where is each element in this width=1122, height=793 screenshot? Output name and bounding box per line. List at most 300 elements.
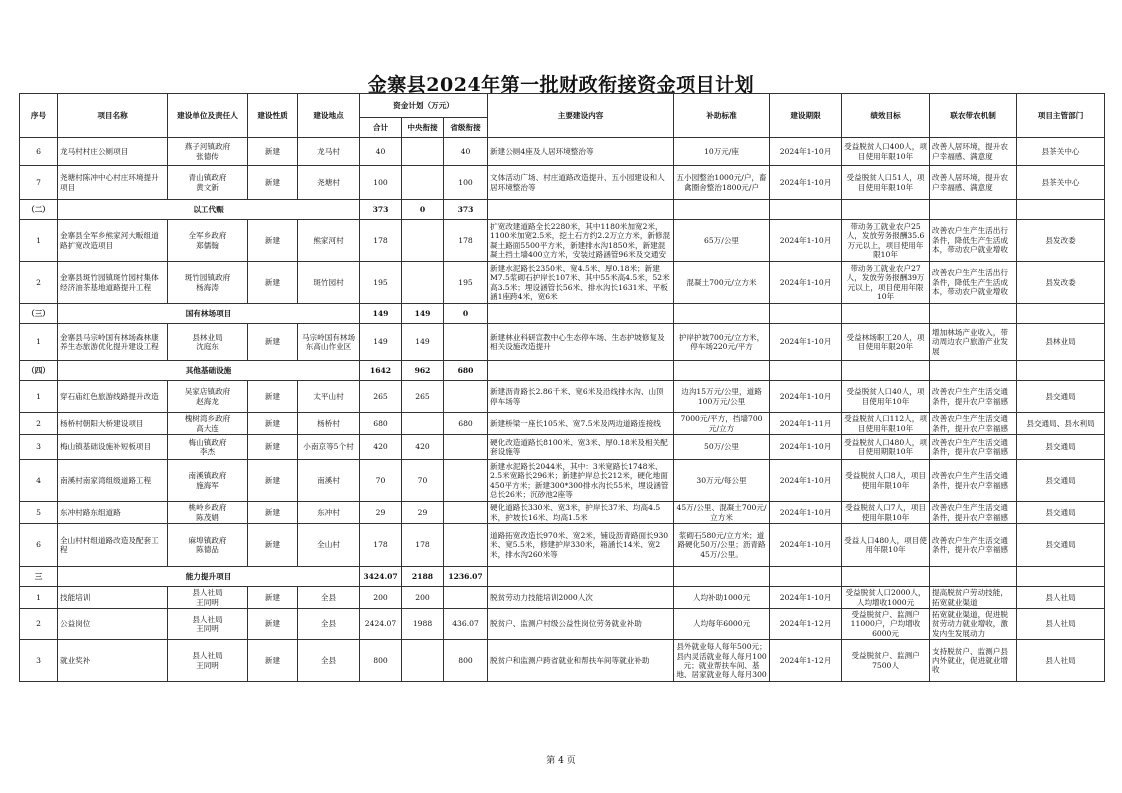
cell-location-text: 马宗岭国有林场东高山作业区 — [301, 332, 356, 351]
cell-nature-text: 新建 — [264, 177, 281, 187]
cell-period-text: 2024年1-10月 — [779, 146, 832, 156]
cell-subsidy-text: 7000元/平方，挡墙700元/立方 — [680, 414, 763, 433]
cell-location-text: 太平山村 — [313, 391, 344, 401]
cell-content-text: 文体活动广场、村庄道路改造提升、五小园建设和人居环境整治等 — [490, 173, 665, 192]
cell-seq-text: 2 — [36, 277, 41, 287]
cell-mechanism — [930, 262, 1017, 304]
cell-dept-text: 县交通局 — [1045, 540, 1076, 550]
cell-seq — [20, 640, 58, 682]
cell-dept — [1017, 524, 1105, 567]
cell-unit — [168, 609, 248, 640]
cell-unit-text: 燕子河镇政府 张德传 — [184, 142, 231, 161]
cell-name — [58, 324, 168, 361]
cell-dept — [1017, 502, 1105, 524]
cell-total-text: 680 — [373, 418, 388, 428]
cell-nature — [248, 381, 298, 413]
cell-total-text: 195 — [373, 277, 388, 287]
cell-location — [298, 609, 360, 640]
cell-total — [360, 524, 402, 567]
cell-location-text: 小南京等5个村 — [303, 442, 354, 452]
cell-name — [58, 609, 168, 640]
section-name — [58, 200, 360, 220]
cell-dept — [1017, 220, 1105, 262]
cell-location-text: 全县 — [320, 592, 337, 602]
cell-dept-text: 县人社局 — [1045, 656, 1076, 666]
section-central-text: 0 — [419, 204, 426, 214]
cell-mechanism — [930, 324, 1017, 361]
section-empty-cell — [842, 361, 930, 381]
cell-seq-text: 2 — [36, 418, 41, 428]
cell-content-text: 新建公厕4座及人居环境整治等 — [490, 146, 594, 156]
section-name-text: 其他基础设施 — [185, 365, 232, 375]
table-row — [20, 587, 1105, 609]
cell-content-text: 新建林业科研宣教中心生态停车场、生态护坡修复及相关设施改造提升 — [490, 332, 665, 351]
section-provincial-text: 680 — [457, 365, 474, 375]
header-unit: 建设单位及责任人 — [168, 94, 248, 138]
section-provincial — [444, 567, 488, 587]
cell-nature — [248, 460, 298, 502]
cell-central — [402, 220, 444, 262]
cell-period-text: 2024年1-12月 — [779, 619, 832, 629]
section-empty-cell — [930, 361, 1017, 381]
cell-nature-text: 新建 — [264, 337, 281, 347]
section-provincial — [444, 361, 488, 381]
cell-seq — [20, 138, 58, 166]
section-seq-text: （四） — [27, 365, 50, 375]
cell-nature-text: 新建 — [264, 656, 281, 666]
cell-central — [402, 324, 444, 361]
section-seq — [20, 304, 58, 324]
section-total-text: 3424.07 — [363, 571, 398, 581]
cell-mechanism-text: 改善农户生产生活出行条件，降低生产生活成本，带动农户就业增收 — [932, 226, 1008, 255]
cell-goal-text: 受益脱贫户、监测户7500人 — [851, 651, 920, 670]
cell-unit-text: 梅山镇政府 李杰 — [188, 437, 227, 456]
table-row — [20, 381, 1105, 413]
cell-total — [360, 262, 402, 304]
header-mechanism: 联农带农机制 — [930, 94, 1017, 138]
cell-nature — [248, 138, 298, 166]
cell-subsidy-text: 50万/公里 — [704, 442, 740, 452]
cell-location-text: 龙马村 — [317, 146, 340, 156]
cell-location — [298, 166, 360, 200]
section-empty-cell — [842, 200, 930, 220]
table-row — [20, 640, 1105, 682]
cell-goal — [842, 381, 930, 413]
cell-central-text: 420 — [415, 442, 430, 452]
section-central — [402, 200, 444, 220]
cell-location — [298, 587, 360, 609]
cell-subsidy — [674, 166, 770, 200]
cell-dept — [1017, 262, 1105, 304]
cell-location — [298, 381, 360, 413]
cell-provincial-text: 195 — [458, 277, 473, 287]
section-empty-cell — [674, 361, 770, 381]
cell-location-text: 全县 — [320, 656, 337, 666]
section-total — [360, 361, 402, 381]
cell-total — [360, 324, 402, 361]
cell-dept-text: 县发改委 — [1045, 235, 1076, 245]
section-empty-cell — [930, 304, 1017, 324]
cell-dept-text: 县交通局、县水利局 — [1026, 418, 1095, 428]
cell-name-text: 梅山镇基础设施补短板项目 — [60, 442, 152, 452]
cell-dept — [1017, 166, 1105, 200]
cell-nature-text: 新建 — [264, 619, 281, 629]
cell-total-text: 149 — [373, 337, 388, 347]
section-empty-cell — [770, 200, 842, 220]
cell-goal — [842, 640, 930, 682]
section-provincial-text: 373 — [457, 204, 474, 214]
cell-content — [488, 502, 674, 524]
section-central — [402, 567, 444, 587]
cell-period-text: 2024年1-10月 — [779, 442, 832, 452]
cell-unit-text: 槐树湾乡政府 高大连 — [184, 414, 231, 433]
cell-name — [58, 435, 168, 460]
cell-subsidy — [674, 435, 770, 460]
section-empty-cell — [770, 567, 842, 587]
cell-name-text: 技能培训 — [60, 592, 91, 602]
table-row — [20, 460, 1105, 502]
cell-content-text: 新建沥青路长2.86千米、宽6米及沿线排水沟、山顶停车场等 — [490, 387, 664, 406]
cell-nature-text: 新建 — [264, 475, 281, 485]
cell-nature-text: 新建 — [264, 540, 281, 550]
cell-dept — [1017, 587, 1105, 609]
table-row — [20, 413, 1105, 435]
cell-nature — [248, 413, 298, 435]
section-central — [402, 304, 444, 324]
cell-central-text: 1988 — [412, 619, 433, 629]
cell-provincial — [444, 324, 488, 361]
cell-unit — [168, 460, 248, 502]
cell-dept — [1017, 413, 1105, 435]
cell-content — [488, 413, 674, 435]
cell-unit — [168, 381, 248, 413]
cell-subsidy-text: 65万/公里 — [704, 235, 740, 245]
cell-content — [488, 460, 674, 502]
cell-subsidy-text: 护岸护坡700元/立方米，停车场220元/平方 — [678, 332, 765, 351]
cell-period — [770, 262, 842, 304]
cell-total — [360, 220, 402, 262]
section-total — [360, 567, 402, 587]
cell-total-text: 100 — [373, 177, 388, 187]
cell-provincial-text: 40 — [460, 146, 471, 156]
section-empty-cell — [674, 304, 770, 324]
cell-mechanism — [930, 138, 1017, 166]
cell-goal — [842, 138, 930, 166]
cell-unit-text: 县人社局 王同明 — [192, 588, 223, 607]
cell-mechanism-text: 拓宽就业渠道，促进脱贫劳动力就业增收，激发内生发展动力 — [932, 610, 1008, 638]
section-empty-cell — [1017, 200, 1105, 220]
section-seq-text: 三 — [34, 571, 43, 581]
cell-goal — [842, 262, 930, 304]
section-provincial-text: 0 — [462, 308, 469, 318]
cell-unit — [168, 166, 248, 200]
section-empty-cell — [842, 567, 930, 587]
cell-content-text: 扩宽改建道路全长2280米，其中1180米加宽2米，1100米加宽2.5米，挖土石方约2.2万立方米，新修混凝土路面5500平方米，新建排水沟1850米，新建混凝土挡土墙400立方米，安装过路涵管96米及交通安 — [490, 222, 671, 259]
cell-unit — [168, 435, 248, 460]
cell-name — [58, 640, 168, 682]
cell-seq-text: 5 — [36, 507, 41, 517]
cell-provincial — [444, 524, 488, 567]
cell-period — [770, 435, 842, 460]
cell-subsidy — [674, 262, 770, 304]
cell-subsidy — [674, 460, 770, 502]
cell-content-text: 道路拓宽改造长970米、宽2米，铺设沥青路面长930米、宽5.5米，修建护岸330米，箱涵长14米、宽2米，排水沟260米等 — [490, 530, 669, 559]
cell-goal-text: 带动务工就业农户27人，发放劳务报酬39万元以上，项目使用年限10年 — [846, 264, 925, 301]
document-title: 金寨县2024年第一批财政衔接资金项目计划 — [367, 74, 755, 96]
section-total — [360, 200, 402, 220]
section-empty-cell — [488, 361, 674, 381]
cell-location — [298, 435, 360, 460]
cell-unit-text: 斑竹园镇政府 杨海涛 — [184, 273, 231, 292]
cell-period-text: 2024年1-10月 — [779, 177, 832, 187]
cell-name-text: 杨桥村朝阳大桥建设项目 — [60, 418, 144, 428]
cell-location-text: 全山村 — [317, 540, 340, 550]
cell-location — [298, 324, 360, 361]
cell-seq — [20, 502, 58, 524]
cell-content — [488, 166, 674, 200]
cell-period — [770, 609, 842, 640]
cell-nature-text: 新建 — [264, 507, 281, 517]
cell-mechanism-text: 改善农户生产生活交通条件，提升农户幸福感 — [932, 535, 1008, 554]
header-funds-group: 资金计划（万元） — [360, 94, 488, 118]
cell-subsidy — [674, 381, 770, 413]
header-location: 建设地点 — [298, 94, 360, 138]
cell-seq-text: 1 — [36, 337, 41, 347]
cell-content — [488, 138, 674, 166]
cell-goal — [842, 587, 930, 609]
section-empty-cell — [674, 567, 770, 587]
cell-location-text: 熊家河村 — [313, 235, 344, 245]
cell-total — [360, 587, 402, 609]
cell-mechanism-text: 支持脱贫户、监测户县内外就业，促进就业增收 — [932, 646, 1008, 675]
section-seq — [20, 200, 58, 220]
table-row — [20, 138, 1105, 166]
section-seq — [20, 567, 58, 587]
cell-nature — [248, 609, 298, 640]
cell-content — [488, 587, 674, 609]
cell-central-text: 178 — [415, 540, 430, 550]
section-empty-cell — [1017, 567, 1105, 587]
cell-period — [770, 220, 842, 262]
cell-dept-text: 县茶关中心 — [1041, 146, 1080, 156]
cell-provincial — [444, 460, 488, 502]
cell-provincial — [444, 220, 488, 262]
cell-period-text: 2024年1-10月 — [779, 507, 832, 517]
cell-total-text: 265 — [373, 391, 388, 401]
cell-name-text: 东冲村路东组道路 — [60, 507, 121, 517]
cell-goal-text: 受益人口480人，项目使用年限10年 — [844, 535, 927, 554]
cell-total — [360, 460, 402, 502]
section-seq-text: （二） — [27, 204, 50, 214]
cell-central-text: 265 — [415, 391, 430, 401]
cell-location-text: 斑竹园村 — [313, 277, 344, 287]
cell-period — [770, 138, 842, 166]
cell-central-text: 29 — [417, 507, 428, 517]
cell-central — [402, 166, 444, 200]
cell-period — [770, 381, 842, 413]
cell-subsidy-text: 边沟15万元/公里，道路100万元/公里 — [681, 387, 762, 406]
cell-subsidy-text: 人均补助1000元 — [692, 592, 751, 602]
cell-central — [402, 587, 444, 609]
header-goal: 绩效目标 — [842, 94, 930, 138]
cell-location-text: 全县 — [320, 619, 337, 629]
cell-total — [360, 381, 402, 413]
cell-provincial — [444, 435, 488, 460]
cell-seq-text: 6 — [36, 146, 41, 156]
cell-central-text: 200 — [415, 592, 430, 602]
cell-content — [488, 524, 674, 567]
cell-name-text: 尧塘村陈冲中心村庄环境提升项目 — [60, 173, 159, 192]
page-number: 第 4 页 — [546, 756, 576, 766]
section-total-text: 1642 — [369, 365, 392, 375]
cell-location — [298, 524, 360, 567]
cell-mechanism-text: 改善农户生产生活交通条件，提升农户幸福感 — [932, 437, 1008, 456]
cell-provincial — [444, 381, 488, 413]
cell-seq-text: 6 — [36, 540, 41, 550]
project-plan-table — [19, 93, 1105, 682]
cell-provincial — [444, 262, 488, 304]
cell-goal — [842, 502, 930, 524]
cell-central — [402, 502, 444, 524]
cell-name-text: 公益岗位 — [60, 619, 91, 629]
cell-dept-text: 县人社局 — [1045, 619, 1076, 629]
section-name — [58, 304, 360, 324]
cell-goal-text: 受益脱贫户、监测户11000户，户均增收6000元 — [850, 610, 921, 638]
cell-total — [360, 138, 402, 166]
cell-provincial — [444, 502, 488, 524]
cell-seq — [20, 166, 58, 200]
cell-goal — [842, 413, 930, 435]
cell-provincial-text: 680 — [458, 418, 473, 428]
cell-content — [488, 435, 674, 460]
cell-nature — [248, 502, 298, 524]
cell-nature-text: 新建 — [264, 592, 281, 602]
cell-nature — [248, 262, 298, 304]
cell-total-text: 800 — [373, 656, 388, 666]
cell-total — [360, 502, 402, 524]
cell-central — [402, 138, 444, 166]
cell-seq — [20, 413, 58, 435]
cell-central — [402, 435, 444, 460]
table-row — [20, 502, 1105, 524]
cell-mechanism-text: 增加林场产业收入，带动周边农户旅游产业发展 — [932, 327, 1008, 356]
cell-dept-text: 县交通局 — [1045, 507, 1076, 517]
section-name-text: 能力提升项目 — [185, 571, 232, 581]
cell-goal-text: 受益林场职工20人，项目使用年限20年 — [846, 332, 925, 351]
cell-seq — [20, 609, 58, 640]
cell-goal-text: 受益脱贫人口2000人，人均增收1000元 — [845, 588, 926, 607]
table-row — [20, 262, 1105, 304]
cell-goal-text: 受益脱贫人口40人，项目使用年10年 — [846, 387, 925, 406]
cell-period — [770, 587, 842, 609]
cell-unit-text: 吴家店镇政府 赵海龙 — [184, 387, 231, 406]
cell-goal-text: 受益脱贫人口400人，项目使用年限10年 — [844, 142, 927, 161]
cell-dept — [1017, 640, 1105, 682]
cell-name-text: 全山村村组道路改造及配套工程 — [60, 535, 159, 554]
header-period: 建设期限 — [770, 94, 842, 138]
cell-name — [58, 381, 168, 413]
cell-subsidy — [674, 587, 770, 609]
cell-location — [298, 138, 360, 166]
cell-location — [298, 220, 360, 262]
section-empty-cell — [674, 200, 770, 220]
cell-total-text: 178 — [373, 235, 388, 245]
cell-location-text: 杨桥村 — [317, 418, 340, 428]
cell-content — [488, 609, 674, 640]
cell-dept — [1017, 324, 1105, 361]
cell-unit — [168, 502, 248, 524]
cell-goal-text: 带动务工就业农户25人，发放劳务报酬35.6万元以上，项目使用年限10年 — [846, 222, 925, 259]
section-total-text: 373 — [372, 204, 389, 214]
section-empty-cell — [488, 200, 674, 220]
cell-subsidy-text: 浆砌石580元/立方米；道路硬化50万/公里；沥青路45万/公里。 — [677, 530, 766, 559]
cell-seq — [20, 262, 58, 304]
cell-total-text: 200 — [373, 592, 388, 602]
cell-dept-text: 县人社局 — [1045, 592, 1076, 602]
cell-name — [58, 524, 168, 567]
section-central-text: 2188 — [411, 571, 434, 581]
cell-dept — [1017, 609, 1105, 640]
cell-name — [58, 460, 168, 502]
cell-name — [58, 413, 168, 435]
cell-unit — [168, 524, 248, 567]
cell-total-text: 70 — [375, 475, 386, 485]
cell-mechanism — [930, 524, 1017, 567]
cell-seq — [20, 524, 58, 567]
cell-name — [58, 262, 168, 304]
cell-name-text: 金寨县马宗岭国有林场森林康养生态旅游优化提升建设工程 — [60, 332, 159, 351]
cell-period-text: 2024年1-10月 — [779, 475, 832, 485]
cell-seq-text: 3 — [36, 656, 41, 666]
cell-nature — [248, 640, 298, 682]
section-central-text: 962 — [414, 365, 431, 375]
cell-total — [360, 609, 402, 640]
header-total: 合计 — [360, 118, 402, 138]
cell-seq-text: 1 — [36, 235, 41, 245]
section-total — [360, 304, 402, 324]
cell-period — [770, 166, 842, 200]
cell-central-text: 149 — [415, 337, 430, 347]
cell-total-text: 2424.07 — [364, 619, 397, 629]
cell-goal — [842, 324, 930, 361]
cell-central — [402, 413, 444, 435]
header-nature: 建设性质 — [248, 94, 298, 138]
cell-period — [770, 460, 842, 502]
cell-seq — [20, 324, 58, 361]
cell-provincial — [444, 609, 488, 640]
cell-location-text: 东冲村 — [317, 507, 340, 517]
cell-subsidy — [674, 220, 770, 262]
section-central-text: 149 — [414, 308, 431, 318]
cell-period-text: 2024年1-10月 — [779, 391, 832, 401]
cell-provincial-text: 800 — [458, 656, 473, 666]
cell-period — [770, 502, 842, 524]
cell-name — [58, 502, 168, 524]
cell-location — [298, 502, 360, 524]
cell-total — [360, 413, 402, 435]
cell-dept-text: 县林业局 — [1045, 337, 1076, 347]
header-provincial: 省级衔接 — [444, 118, 488, 138]
cell-goal-text: 受益脱贫人口7人，项目使用年限10年 — [845, 503, 926, 522]
cell-provincial-text: 436.07 — [452, 619, 479, 629]
section-empty-cell — [770, 304, 842, 324]
cell-mechanism — [930, 381, 1017, 413]
cell-goal — [842, 524, 930, 567]
cell-name-text: 穿石庙红色旅游线路提升改造 — [60, 391, 159, 401]
cell-name — [58, 166, 168, 200]
cell-content-text: 新建水泥路长2044米，其中：3米宽路长1748米、2.5米宽路长296米；新建护岸总长212米，硬化地面450平方米；新建300*300排水沟长55米，埋设涵管总长26米；沉砂池2座等 — [490, 462, 669, 499]
cell-central — [402, 460, 444, 502]
